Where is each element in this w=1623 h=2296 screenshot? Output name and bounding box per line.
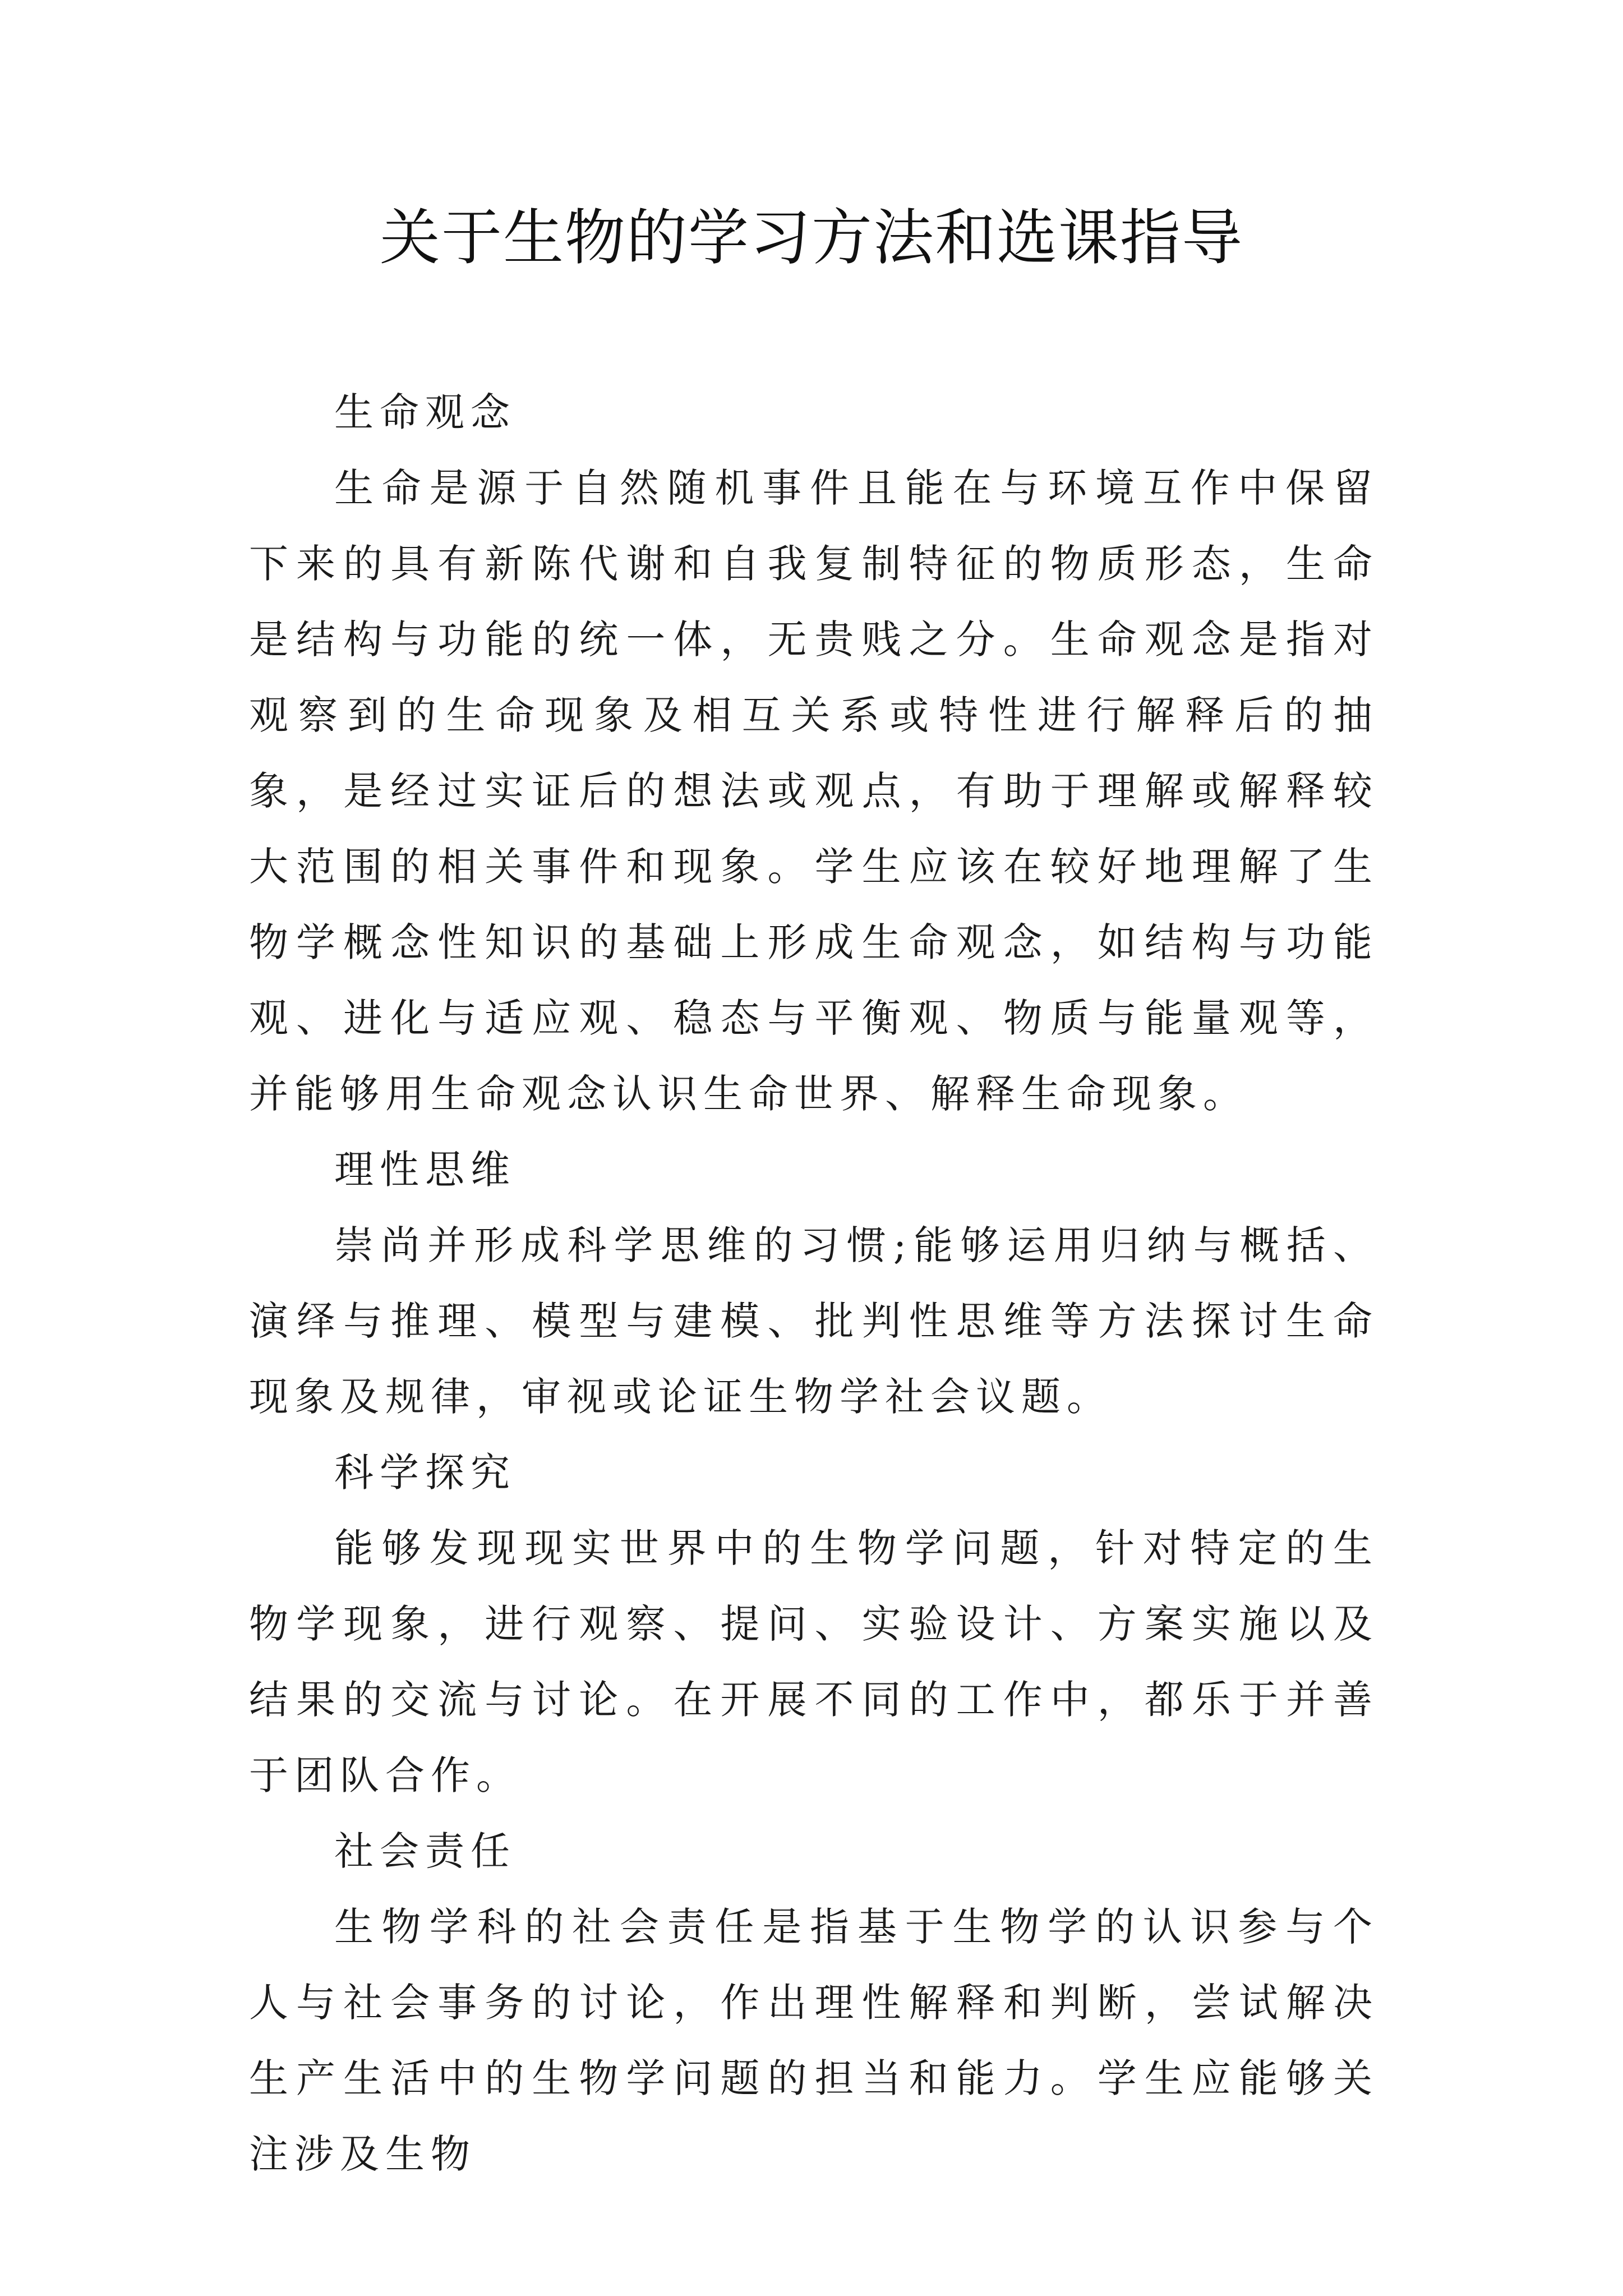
document-title: 关于生物的学习方法和选课指导: [379, 203, 1243, 273]
section-heading-social-responsibility: 社会责任: [334, 1828, 516, 1874]
section-paragraph-life-concept: 生命是源于自然随机事件且能在与环境互作中保留下来的具有新陈代谢和自我复制特征的物质形态，生命是结构与功能的统一体，无贵贱之分。生命观念是指对观察到的生命现象及相互关系或特性进行解释后的抽象，是经过实证后的想法或观点，有助于理解或解释较大范围的相关事件和现象。学生应该在较好地理解了生物学概念性知识的基础上形成生命观念，如结构与功能观、进化与适应观、稳态与平衡观、物质与能量观等，并能够用生命观念认识生命世界、解释生命现象。: [249, 465, 1378, 1117]
section-heading-rational-thinking: 理性思维: [334, 1147, 516, 1193]
section-paragraph-rational-thinking: 崇尚并形成科学思维的习惯;能够运用归纳与概括、演绎与推理、模型与建模、批判性思维等方法探讨生命现象及规律，审视或论证生物学社会议题。: [249, 1222, 1378, 1420]
section-heading-life-concept: 生命观念: [334, 389, 516, 435]
document-body: [249, 375, 1378, 2192]
section-paragraph-scientific-inquiry: 能够发现现实世界中的生物学问题，针对特定的生物学现象，进行观察、提问、实验设计、方案实施以及结果的交流与讨论。在开展不同的工作中，都乐于并善于团队合作。: [249, 1525, 1378, 1798]
section-paragraph-social-responsibility: 生物学科的社会责任是指基于生物学的认识参与个人与社会事务的讨论，作出理性解释和判断，尝试解决生产生活中的生物学问题的担当和能力。学生应能够关注涉及生物: [249, 1904, 1378, 2177]
section-heading-scientific-inquiry: 科学探究: [334, 1450, 516, 1496]
